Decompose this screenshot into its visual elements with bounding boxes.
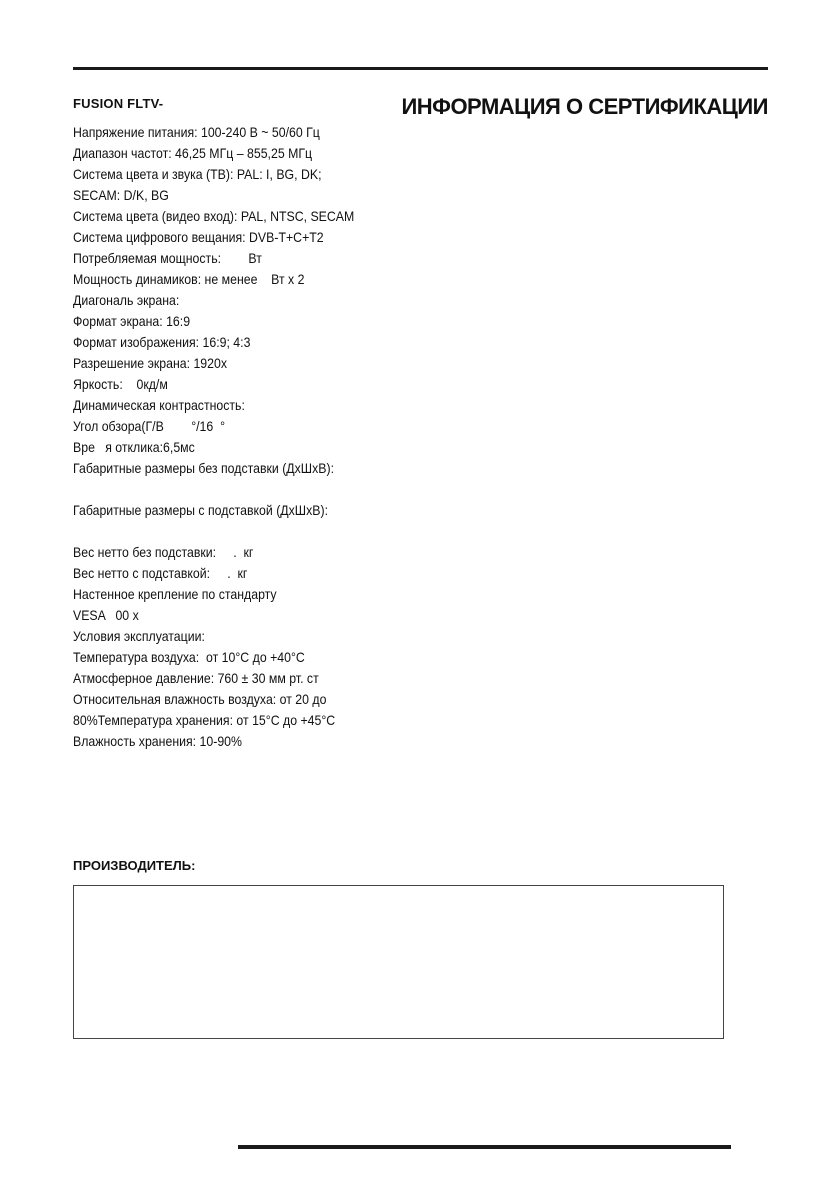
top-divider <box>73 67 768 70</box>
manufacturer-heading: ПРОИЗВОДИТЕЛЬ: <box>73 858 196 873</box>
spec-line-blank <box>73 521 425 542</box>
spec-line: Атмосферное давление: 760 ± 30 мм рт. ст <box>73 670 319 686</box>
spec-line: Потребляемая мощность: Вт <box>73 250 262 266</box>
spec-line: Влажность хранения: 10-90% <box>73 733 242 749</box>
spec-line: Диапазон частот: 46,25 МГц – 855,25 МГц <box>73 145 313 161</box>
page-title: ИНФОРМАЦИЯ О СЕРТИФИКАЦИИ <box>401 94 768 119</box>
spec-line: Разрешение экрана: 1920х <box>73 355 228 371</box>
spec-line: Вре я отклика:6,5мс <box>73 439 195 455</box>
spec-line: Температура воздуха: от 10°С до +40°С <box>73 649 305 665</box>
spec-line: Формат изображения: 16:9; 4:3 <box>73 334 251 350</box>
spec-line: VESA 00 х <box>73 607 139 623</box>
spec-line: Настенное крепление по стандарту <box>73 586 277 602</box>
spec-line: Динамическая контрастность: <box>73 397 245 413</box>
model-heading: FUSION FLTV- <box>73 96 164 111</box>
spec-line: 80%Температура хранения: от 15°С до +45°С <box>73 712 336 728</box>
spec-line: Яркость: 0кд/м <box>73 376 168 392</box>
bottom-divider <box>238 1145 731 1149</box>
spec-line: Формат экрана: 16:9 <box>73 313 191 329</box>
spec-line: Относительная влажность воздуха: от 20 до <box>73 691 327 707</box>
spec-line: Вес нетто с подставкой: . кг <box>73 565 248 581</box>
spec-line-blank <box>73 479 425 500</box>
spec-line: Вес нетто без подставки: . кг <box>73 544 254 560</box>
spec-line: Система цифрового вещания: DVB-T+C+T2 <box>73 229 324 245</box>
spec-line: Габаритные размеры с подставкой (ДхШхВ): <box>73 502 329 518</box>
spec-line: Напряжение питания: 100-240 В ~ 50/60 Гц <box>73 124 320 140</box>
spec-list <box>73 122 473 752</box>
spec-line: Система цвета и звука (ТВ): PAL: I, BG, DK; <box>73 166 322 182</box>
spec-line: Условия эксплуатации: <box>73 628 205 644</box>
spec-line: Диагональ экрана: <box>73 292 180 308</box>
spec-line: Габаритные размеры без подставки (ДхШхВ): <box>73 460 335 476</box>
manufacturer-box <box>73 885 724 1039</box>
spec-line: SECAM: D/K, BG <box>73 187 169 203</box>
spec-line: Система цвета (видео вход): PAL, NTSC, SECAM <box>73 208 355 224</box>
spec-line: Угол обзора(Г/В °/16 ° <box>73 418 226 434</box>
spec-line: Мощность динамиков: не менее Вт х 2 <box>73 271 305 287</box>
